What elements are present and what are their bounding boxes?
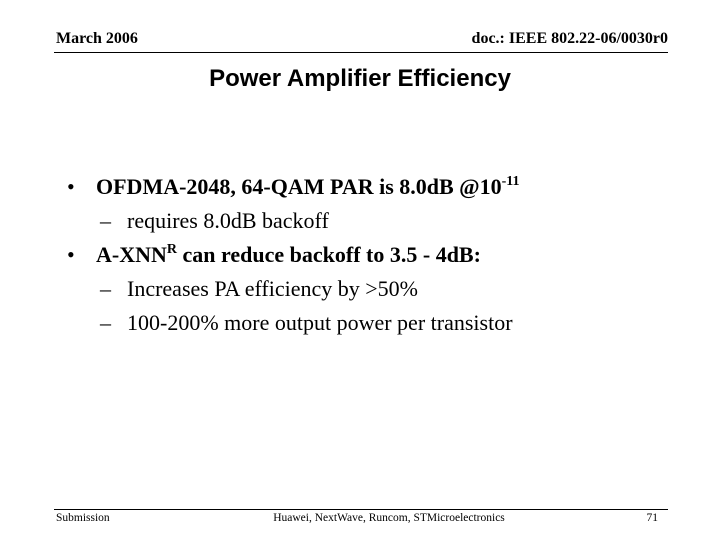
sub-bullet-item: [0, 306, 720, 340]
bullet-item: [0, 238, 720, 272]
bullet-text-after-sup: can reduce backoff to 3.5 - 4dB:: [177, 242, 481, 267]
bullet-marker: •: [67, 242, 75, 267]
dash-marker: –: [100, 310, 111, 335]
sub-bullet-text: requires 8.0dB backoff: [127, 208, 329, 233]
header-doc-id: doc.: IEEE 802.22-06/0030r0: [471, 30, 668, 47]
bullet-text: [96, 238, 481, 272]
header-date: March 2006: [56, 30, 138, 47]
sub-bullet-item: [0, 204, 720, 238]
bullet-item: [0, 170, 720, 204]
bullet-marker: •: [67, 174, 75, 199]
footer-authors: Huawei, NextWave, Runcom, STMicroelectronics: [273, 512, 505, 524]
dash-marker: –: [100, 276, 111, 301]
footer-submission: Submission: [56, 512, 110, 524]
header-rule: [54, 52, 668, 53]
sub-bullet-item: [0, 272, 720, 306]
sub-bullet-text: 100-200% more output power per transistor: [127, 310, 513, 335]
dash-marker: –: [100, 208, 111, 233]
bullet-list: [0, 170, 720, 340]
bullet-text: [96, 170, 520, 204]
exponent-superscript: -11: [501, 174, 520, 189]
bullet-text-main: OFDMA-2048, 64-QAM PAR is 8.0dB @10: [96, 174, 502, 199]
trademark-superscript: R: [166, 242, 178, 257]
slide-title: Power Amplifier Efficiency: [209, 65, 511, 92]
footer-rule: [54, 509, 668, 510]
sub-bullet-text: Increases PA efficiency by >50%: [127, 276, 418, 301]
bullet-text-before-sup: A-XNN: [96, 242, 167, 267]
page-number: 71: [646, 512, 658, 524]
